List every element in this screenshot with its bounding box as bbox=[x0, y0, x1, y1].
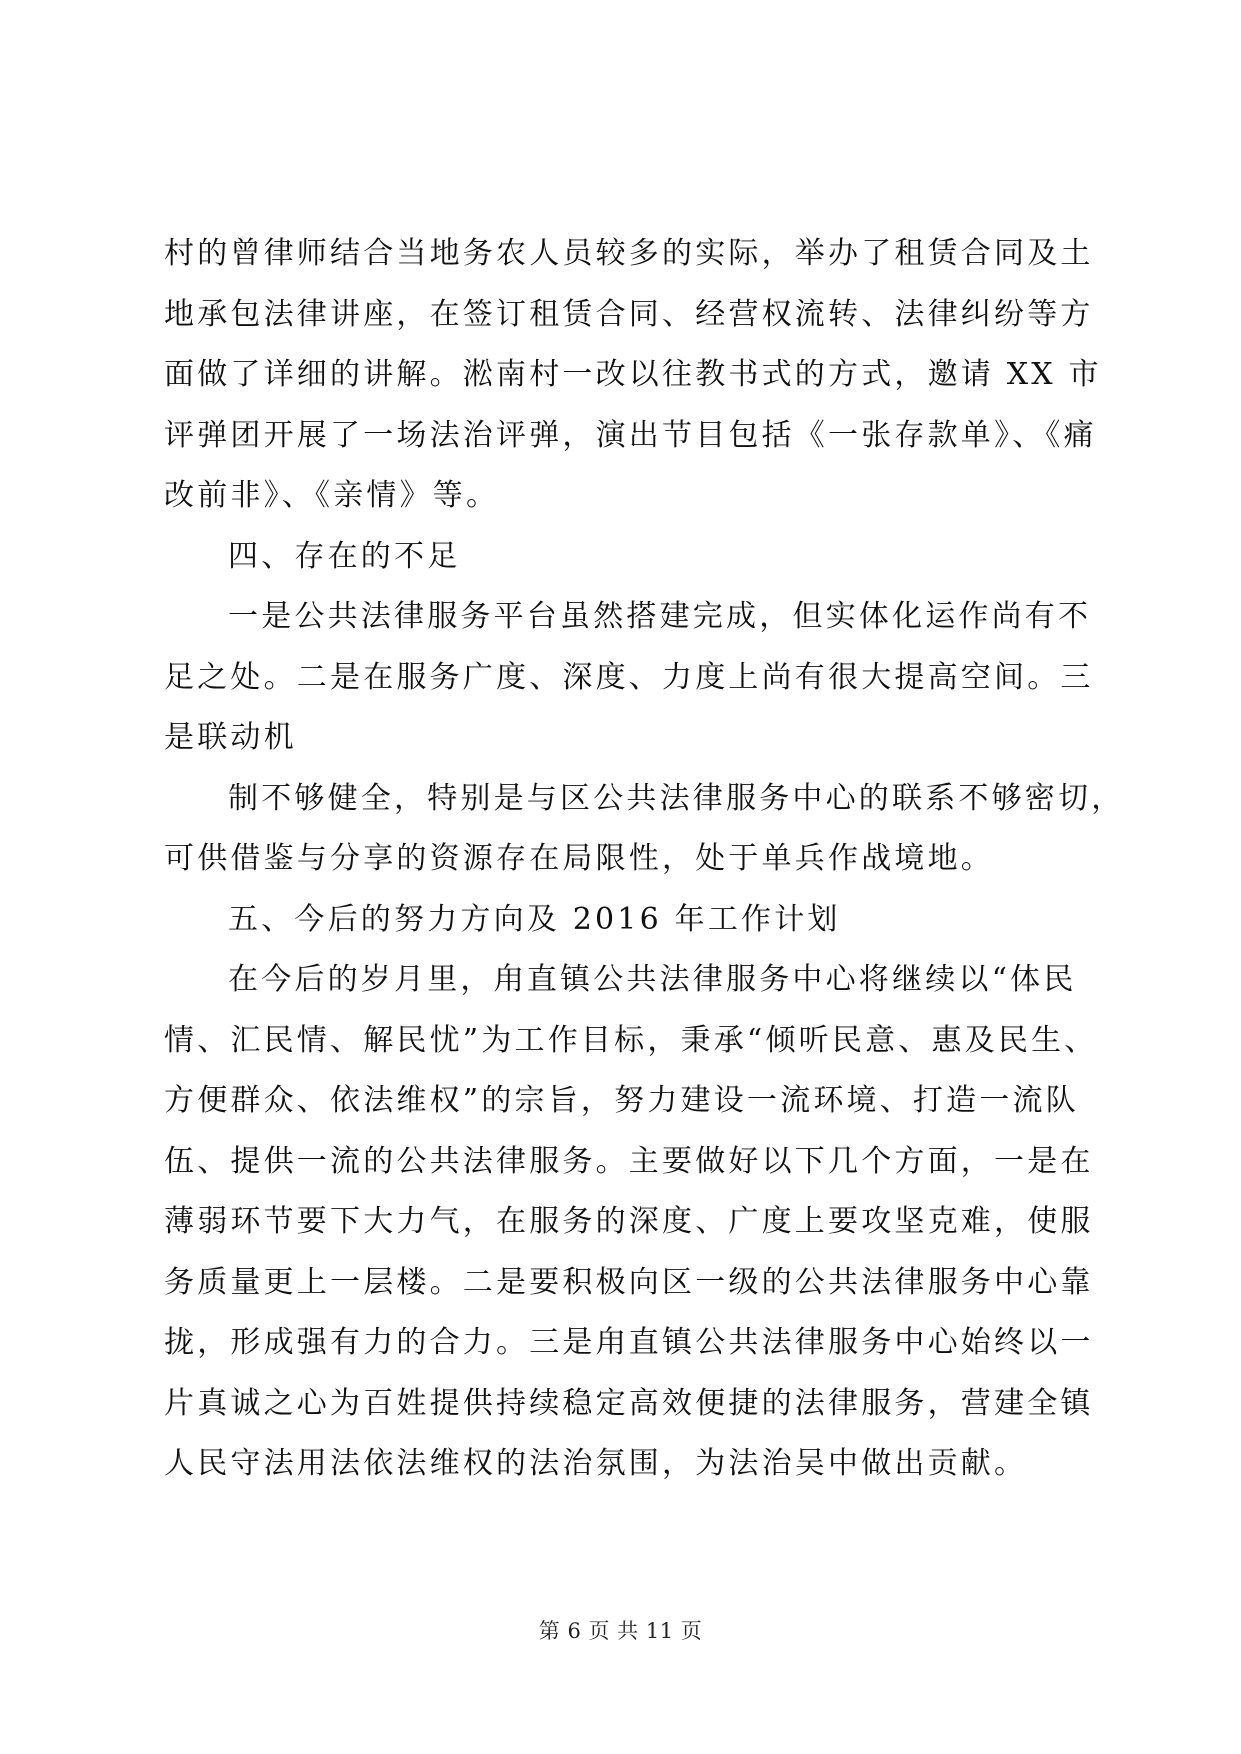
text-line: 拢，形成强有力的合力。三是甪直镇公共法律服务中心始终以一 bbox=[164, 1325, 1094, 1360]
text-line: 评弹团开展了一场法治评弹，演出节目包括《一张存款单》、《痛 bbox=[164, 417, 1097, 453]
text-line: 地承包法律讲座，在签订租赁合同、经营权流转、法律纠纷等方 bbox=[164, 296, 1094, 332]
text-line: 村的曾律师结合当地务农人员较多的实际，举办了租赁合同及土 bbox=[164, 236, 1094, 271]
text-line: 五、今后的努力方向及 2016 年工作计划 bbox=[228, 901, 841, 937]
text-line: 方便群众、依法维权”的宗旨，努力建设一流环境、打造一流队 bbox=[164, 1083, 1079, 1118]
text-line: 情、汇民情、解民忧”为工作目标，秉承“倾听民意、惠及民生、 bbox=[164, 1022, 1098, 1058]
text-line: 务质量更上一层楼。二是要积极向区一级的公共法律服务中心靠 bbox=[164, 1264, 1094, 1300]
text-line: 是联动机 bbox=[164, 720, 297, 755]
text-line: 改前非》、《亲情》等。 bbox=[164, 478, 500, 513]
document-body bbox=[164, 224, 1125, 1495]
text-line: 人民守法用法依法维权的法治氛围，为法治吴中做出贡献。 bbox=[164, 1446, 1028, 1481]
text-line: 足之处。二是在服务广度、深度、力度上尚有很大提高空间。三 bbox=[164, 659, 1094, 695]
text-line: 薄弱环节要下大力气，在服务的深度、广度上要攻坚克难，使服 bbox=[164, 1204, 1094, 1239]
text-line: 一是公共法律服务平台虽然搭建完成，但实体化运作尚有不 bbox=[228, 599, 1092, 634]
text-line: 片真诚之心为百姓提供持续稳定高效便捷的法律服务，营建全镇 bbox=[164, 1385, 1094, 1421]
text-line: 在今后的岁月里，甪直镇公共法律服务中心将继续以“体民 bbox=[228, 962, 1077, 997]
text-line: 可供借鉴与分享的资源存在局限性，处于单兵作战境地。 bbox=[164, 841, 994, 876]
text-line: 伍、提供一流的公共法律服务。主要做好以下几个方面，一是在 bbox=[164, 1143, 1094, 1179]
text-line: 制不够健全，特别是与区公共法律服务中心的联系不够密切， bbox=[228, 780, 1125, 816]
text-line: 面做了详细的讲解。淞南村一改以往教书式的方式，邀请 XX 市 bbox=[164, 357, 1102, 392]
page-footer: 第 6 页 共 11 页 bbox=[538, 1619, 703, 1643]
text-line: 四、存在的不足 bbox=[228, 538, 461, 574]
